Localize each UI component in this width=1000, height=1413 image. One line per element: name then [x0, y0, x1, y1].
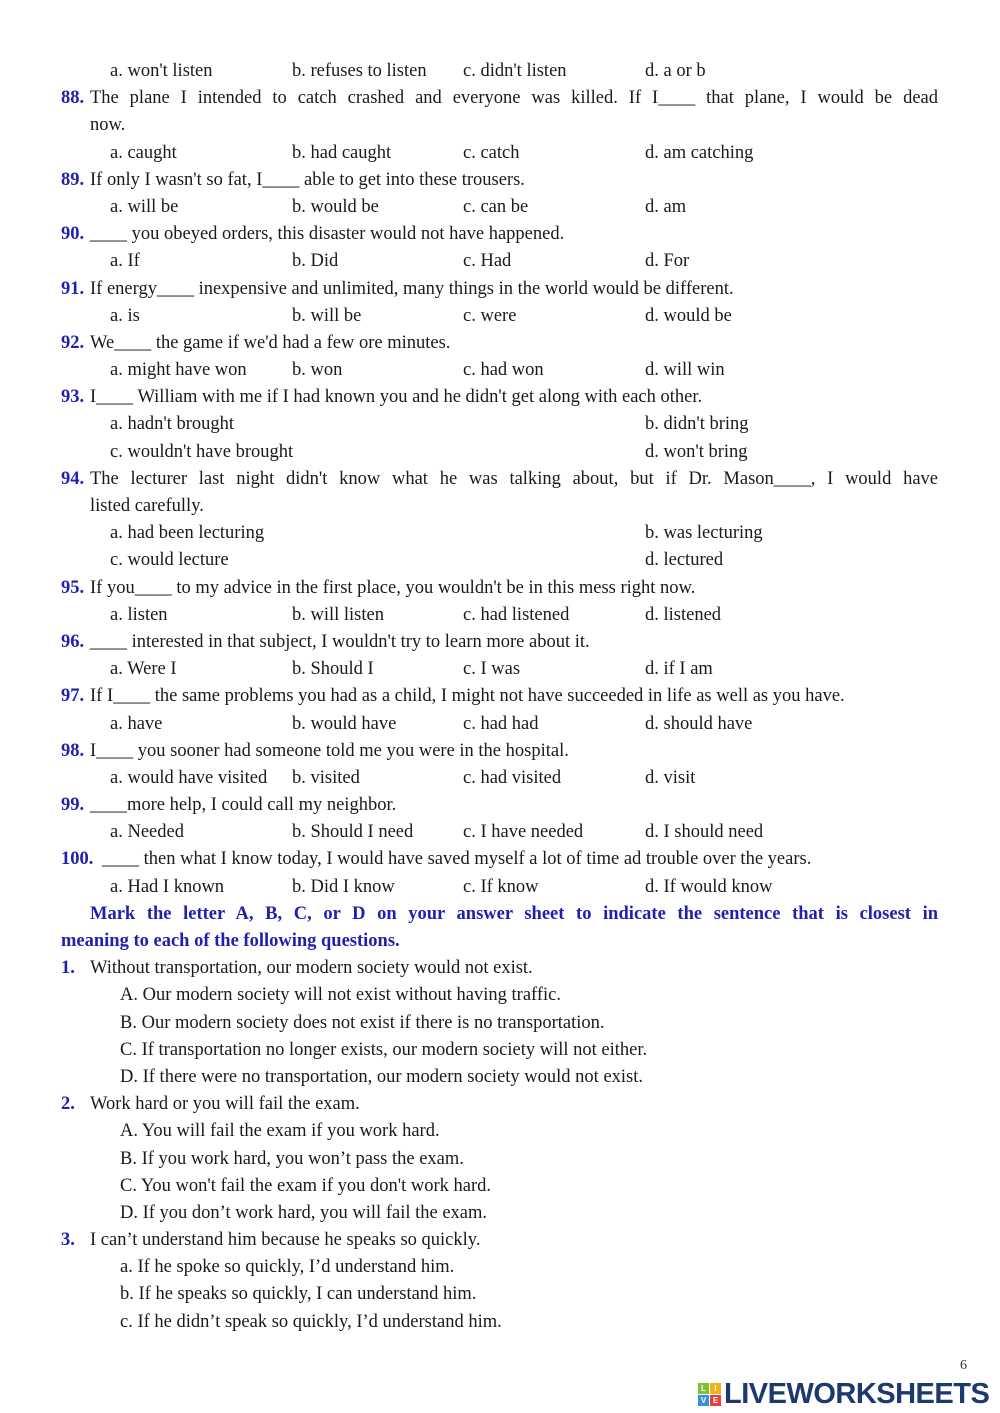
answer-option[interactable]: c. I have needed [463, 822, 584, 843]
answer-option[interactable]: c. Had [463, 251, 512, 272]
answer-option[interactable]: d. For [645, 251, 690, 272]
answer-option[interactable]: b. won [292, 360, 343, 381]
document-line [0, 357, 1000, 384]
question-text-continued: listed carefully. [90, 496, 204, 516]
document-line [0, 819, 1000, 846]
question-number: 88. [61, 88, 85, 109]
answer-option[interactable]: a. will be [110, 196, 179, 217]
answer-option[interactable]: c. had had [463, 713, 539, 734]
question-text: The lecturer last night didn't know what he was talking about, but if Dr. Mason____, I would have [90, 468, 938, 489]
worksheet-page [0, 58, 1000, 1336]
answer-option[interactable]: a. is [110, 305, 140, 326]
answer-option[interactable]: A. Our modern society will not exist without having traffic. [120, 985, 562, 1006]
answer-option[interactable]: c. catch [463, 142, 520, 163]
answer-option[interactable]: b. Should I need [292, 822, 414, 843]
answer-option[interactable]: d. a or b [645, 61, 706, 81]
answer-option[interactable]: b. had caught [292, 142, 392, 163]
question-text: If energy____ inexpensive and unlimited, many things in the world would be different. [90, 278, 734, 299]
answer-option[interactable]: b. refuses to listen [292, 61, 427, 81]
answer-option[interactable]: d. should have [645, 713, 753, 734]
document-line [0, 792, 1000, 819]
answer-option[interactable]: a. caught [110, 142, 177, 163]
answer-option[interactable]: b. was lecturing [645, 523, 763, 544]
document-line [0, 1010, 1000, 1037]
document-line [0, 112, 1000, 139]
answer-option[interactable]: B. If you work hard, you won’t pass the exam. [120, 1148, 464, 1169]
document-line [0, 683, 1000, 710]
document-line [0, 575, 1000, 602]
question-number: 2. [61, 1094, 75, 1115]
question-text: If you____ to my advice in the first place, you wouldn't be in this mess right now. [90, 577, 696, 598]
answer-option[interactable]: d. listened [645, 604, 722, 625]
question-text: ____ you obeyed orders, this disaster would not have happened. [90, 224, 565, 245]
document-line [0, 1200, 1000, 1227]
answer-option[interactable]: C. If transportation no longer exists, our modern society will not either. [120, 1039, 648, 1060]
document-line [0, 303, 1000, 330]
answer-option[interactable]: a. have [110, 713, 163, 734]
document-line [0, 1281, 1000, 1308]
question-number: 95. [61, 577, 85, 598]
instructions: Mark the letter A, B, C, or D on your answer sheet to indicate the sentence that is closest in [90, 903, 938, 924]
document-line [0, 140, 1000, 167]
page-number: 6 [960, 1358, 967, 1373]
question-number: 93. [61, 387, 85, 408]
answer-option[interactable]: c. If know [463, 876, 539, 897]
answer-option[interactable]: d. am [645, 196, 687, 217]
question-text: If I____ the same problems you had as a child, I might not have succeeded in life as well as you have. [90, 686, 845, 707]
answer-option[interactable]: b. Should I [292, 659, 374, 680]
document-line [0, 1091, 1000, 1118]
answer-option[interactable]: d. If would know [645, 876, 773, 897]
answer-option[interactable]: a. listen [110, 604, 168, 625]
answer-option[interactable]: a. won't listen [110, 61, 213, 81]
question-number: 90. [61, 224, 85, 245]
answer-option[interactable]: c. If he didn’t speak so quickly, I’d understand him. [120, 1311, 502, 1332]
question-number: 96. [61, 631, 85, 652]
document-line [0, 520, 1000, 547]
document-line [0, 547, 1000, 574]
answer-option[interactable]: b. Did I know [292, 876, 395, 897]
document-line [0, 1173, 1000, 1200]
document-line [0, 901, 1000, 928]
answer-option[interactable]: d. I should need [645, 822, 764, 843]
document-line [0, 439, 1000, 466]
answer-option[interactable]: c. were [463, 305, 517, 326]
answer-option[interactable]: c. I was [463, 659, 521, 680]
answer-option[interactable]: a. Had I known [110, 876, 225, 897]
document-line [0, 85, 1000, 112]
document-line [0, 874, 1000, 901]
document-line [0, 384, 1000, 411]
question-text-continued: now. [90, 115, 126, 136]
answer-option[interactable]: b. Did [292, 251, 339, 272]
answer-option[interactable]: A. You will fail the exam if you work hard. [120, 1121, 440, 1142]
answer-option[interactable]: d. would be [645, 305, 732, 326]
answer-option[interactable]: b. would be [292, 196, 379, 217]
answer-option[interactable]: a. If he spoke so quickly, I’d understand him. [120, 1257, 455, 1278]
document-line [0, 466, 1000, 493]
document-line [0, 58, 1000, 85]
answer-option[interactable]: d. if I am [645, 659, 713, 680]
instructions: meaning to each of the following questions. [61, 931, 400, 951]
answer-option[interactable]: b. If he speaks so quickly, I can understand him. [120, 1284, 477, 1305]
document-line [0, 1227, 1000, 1254]
liveworksheets-logo [698, 1378, 989, 1411]
document-line [0, 1064, 1000, 1091]
document-line [0, 330, 1000, 357]
question-text: I____ you sooner had someone told me you were in the hospital. [90, 740, 569, 761]
question-text: Without transportation, our modern society would not exist. [90, 958, 533, 979]
document-line [0, 1118, 1000, 1145]
logo-tile: L [698, 1383, 709, 1394]
answer-option[interactable]: b. would have [292, 713, 397, 734]
answer-option[interactable]: a. might have won [110, 360, 247, 381]
document-line [0, 982, 1000, 1009]
answer-option[interactable]: d. visit [645, 767, 696, 788]
document-line [0, 411, 1000, 438]
question-text: If only I wasn't so fat, I____ able to get into these trousers. [90, 169, 525, 190]
logo-tile: I [710, 1383, 721, 1394]
answer-option[interactable]: a. hadn't brought [110, 414, 235, 435]
question-number: 1. [61, 958, 75, 979]
answer-option[interactable]: a. had been lecturing [110, 523, 265, 544]
document-line [0, 248, 1000, 275]
answer-option[interactable]: c. didn't listen [463, 61, 567, 81]
document-line [0, 602, 1000, 629]
document-line [0, 1254, 1000, 1281]
document-line [0, 738, 1000, 765]
answer-option[interactable]: C. You won't fail the exam if you don't work hard. [120, 1175, 491, 1196]
answer-option[interactable]: a. If [110, 251, 140, 272]
answer-option[interactable]: c. had visited [463, 767, 562, 788]
question-number: 3. [61, 1230, 75, 1251]
answer-option[interactable]: c. would lecture [110, 550, 229, 571]
answer-option[interactable]: c. had won [463, 360, 544, 381]
document-line [0, 955, 1000, 982]
question-text: ____more help, I could call my neighbor. [90, 795, 397, 816]
answer-option[interactable]: D. If you don’t work hard, you will fail the exam. [120, 1202, 488, 1223]
document-line [0, 1037, 1000, 1064]
document-line [0, 221, 1000, 248]
question-text: We____ the game if we'd had a few ore minutes. [90, 332, 451, 353]
document-line [0, 711, 1000, 738]
question-text: I can’t understand him because he speaks so quickly. [90, 1230, 481, 1251]
document-line [0, 656, 1000, 683]
document-line [0, 928, 1000, 955]
question-number: 89. [61, 169, 85, 190]
document-line [0, 167, 1000, 194]
question-number: 99. [61, 795, 85, 816]
document-line [0, 629, 1000, 656]
answer-option[interactable]: a. Were I [110, 659, 177, 680]
question-number: 97. [61, 686, 85, 707]
answer-option[interactable]: D. If there were no transportation, our modern society would not exist. [120, 1066, 644, 1087]
document-line [0, 1309, 1000, 1336]
question-number: 100. [61, 849, 94, 870]
question-text: The plane I intended to catch crashed and everyone was killed. If I____ that plane, I would be dead [90, 88, 938, 109]
answer-option[interactable]: d. lectured [645, 550, 724, 571]
answer-option[interactable]: a. would have visited [110, 767, 268, 788]
question-number: 91. [61, 278, 85, 299]
document-line [0, 765, 1000, 792]
logo-tiles-icon [698, 1383, 721, 1406]
logo-tile: V [698, 1395, 709, 1406]
question-text: ____ then what I know today, I would have saved myself a lot of time ad trouble over the years. [102, 849, 812, 870]
answer-option[interactable]: c. can be [463, 196, 529, 217]
document-line [0, 493, 1000, 520]
answer-option[interactable]: d. won't bring [645, 441, 748, 462]
answer-option[interactable]: b. visited [292, 767, 360, 788]
answer-option[interactable]: c. had listened [463, 604, 570, 625]
question-text: ____ interested in that subject, I wouldn't try to learn more about it. [90, 631, 590, 652]
answer-option[interactable]: b. didn't bring [645, 414, 749, 435]
answer-option[interactable]: d. am catching [645, 142, 754, 163]
answer-option[interactable]: b. will be [292, 305, 362, 326]
question-text: Work hard or you will fail the exam. [90, 1094, 360, 1115]
question-number: 92. [61, 332, 85, 353]
answer-option[interactable]: d. will win [645, 360, 725, 381]
answer-option[interactable]: c. wouldn't have brought [110, 441, 294, 462]
question-number: 98. [61, 740, 85, 761]
question-text: I____ William with me if I had known you and he didn't get along with each other. [90, 387, 703, 408]
brand-name: LIVEWORKSHEETS [724, 1378, 990, 1410]
logo-tile: E [710, 1395, 721, 1406]
document-line [0, 194, 1000, 221]
document-line [0, 276, 1000, 303]
question-number: 94. [61, 468, 85, 489]
document-line [0, 1146, 1000, 1173]
answer-option[interactable]: B. Our modern society does not exist if there is no transportation. [120, 1012, 605, 1033]
answer-option[interactable]: b. will listen [292, 604, 384, 625]
answer-option[interactable]: a. Needed [110, 822, 184, 843]
document-line [0, 846, 1000, 873]
